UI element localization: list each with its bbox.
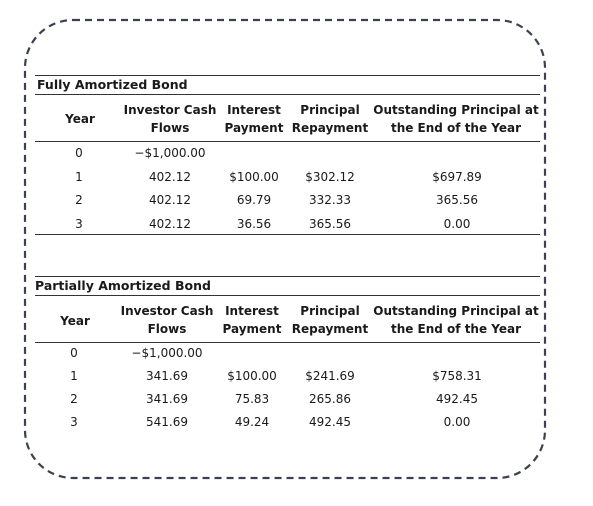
outstanding-principal-cell: 0.00 [443, 216, 471, 231]
outstanding-principal-cell: $697.89 [432, 169, 482, 184]
interest-payment-cell: $100.00 [229, 169, 279, 184]
investor-cash-flow-cell: −$1,000.00 [134, 146, 206, 160]
investor-cash-flow-cell: 402.12 [149, 193, 191, 207]
outstanding-principal-cell: $758.31 [432, 369, 482, 383]
interest-payment-cell: 49.24 [234, 415, 270, 429]
title-rule [35, 94, 540, 95]
interest-payment-cell: 36.56 [236, 216, 272, 231]
year-cell: 3 [75, 216, 83, 231]
year-cell: 0 [75, 146, 83, 160]
principal-repayment-cell: $302.12 [305, 169, 355, 184]
interest-payment-cell: 75.83 [234, 392, 270, 406]
top-rule [35, 75, 540, 76]
year-cell: 3 [70, 415, 78, 429]
title-rule [35, 295, 540, 296]
outstanding-principal-cell: 492.45 [436, 392, 478, 406]
header-outstanding-principal: Outstanding Principal at the End of the Year [373, 103, 539, 135]
year-cell: 0 [70, 346, 78, 360]
investor-cash-flow-cell: 402.12 [149, 169, 191, 184]
header-interest-payment: Interest Payment [224, 103, 284, 135]
year-cell: 2 [70, 392, 78, 406]
table-title: Fully Amortized Bond [37, 77, 188, 92]
investor-cash-flow-cell: 341.69 [146, 369, 188, 383]
investor-cash-flow-cell: 541.69 [146, 415, 188, 429]
header-year: Year [60, 314, 90, 328]
interest-payment-cell: $100.00 [227, 369, 277, 383]
header-investor-cash-flows: Investor Cash Flows [123, 103, 217, 135]
header-principal-repayment: Principal Repayment [291, 103, 369, 135]
principal-repayment-cell: $241.69 [305, 369, 355, 383]
principal-repayment-cell: 332.33 [309, 193, 351, 207]
header-rule [35, 342, 540, 343]
interest-payment-cell: 69.79 [236, 193, 272, 207]
outstanding-principal-cell: 0.00 [443, 415, 471, 429]
header-interest-payment: Interest Payment [222, 304, 282, 336]
principal-repayment-cell: 365.56 [309, 216, 351, 231]
top-rule [35, 276, 540, 277]
header-investor-cash-flows: Investor Cash Flows [120, 304, 214, 336]
table-title: Partially Amortized Bond [35, 278, 211, 293]
investor-cash-flow-cell: 341.69 [146, 392, 188, 406]
investor-cash-flow-cell: 402.12 [149, 216, 191, 231]
header-year: Year [65, 112, 95, 126]
principal-repayment-cell: 492.45 [309, 415, 351, 429]
header-outstanding-principal: Outstanding Principal at the End of the Year [373, 304, 539, 336]
outstanding-principal-cell: 365.56 [436, 193, 478, 207]
bottom-rule [35, 234, 540, 235]
header-rule [35, 141, 540, 142]
year-cell: 1 [75, 169, 83, 184]
year-cell: 1 [70, 369, 78, 383]
investor-cash-flow-cell: −$1,000.00 [131, 346, 203, 360]
principal-repayment-cell: 265.86 [309, 392, 351, 406]
year-cell: 2 [75, 193, 83, 207]
header-principal-repayment: Principal Repayment [291, 304, 369, 336]
